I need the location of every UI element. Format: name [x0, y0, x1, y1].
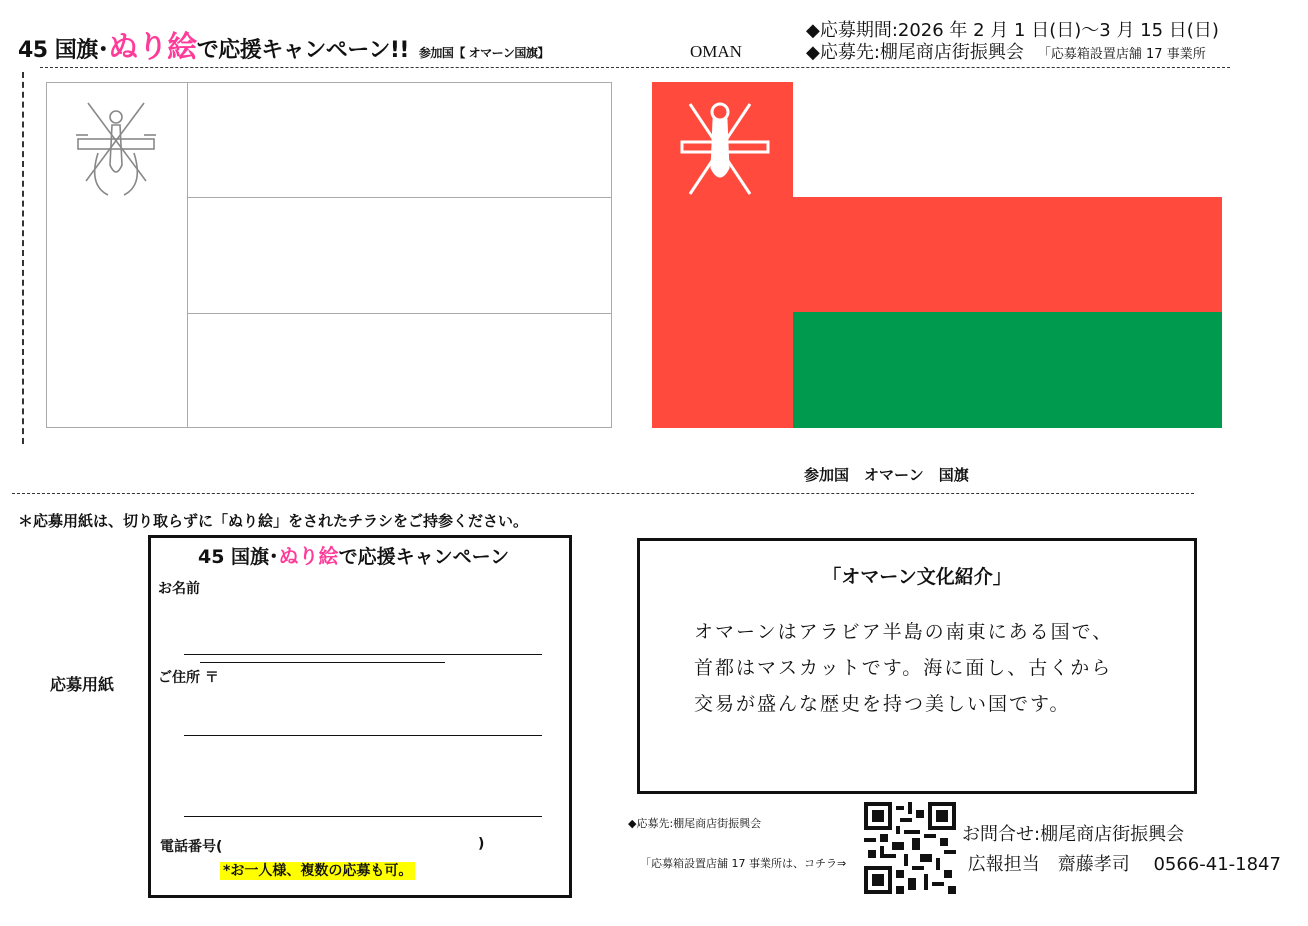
emblem-outline-icon [68, 95, 164, 205]
cut-line-middle [12, 493, 1194, 494]
phone-close-paren: ) [478, 836, 485, 852]
contact-info [962, 820, 1281, 880]
application-info [806, 20, 1219, 66]
notice-text: ＊応募用紙は、切り取らずに「ぬり絵」をされたチラシをご持参ください。 [18, 512, 529, 530]
participating-country-label: 参加国【 オマーン国旗】 [418, 46, 549, 60]
title-suffix: で応援キャンペーン!! [196, 38, 409, 63]
destination-note: 「応募箱設置店舗 17 事業所 [1037, 47, 1206, 62]
outline-divider-upper [187, 197, 612, 198]
culture-title: 「オマーン文化紹介」 [822, 566, 1012, 588]
name-field[interactable] [184, 654, 542, 655]
footer-box-note: 「応募箱設置店舗 17 事業所は、コチラ⇒ [640, 857, 847, 870]
outline-divider-vertical [187, 82, 188, 428]
form-title-suffix: で応援キャンペーン [338, 546, 510, 568]
address-field-1[interactable] [184, 735, 542, 736]
name-underline [200, 662, 445, 663]
address-field-2[interactable] [184, 816, 542, 817]
form-title [198, 540, 509, 569]
qr-code-icon[interactable] [864, 802, 956, 894]
flag-caption: 参加国 オマーン 国旗 [804, 466, 969, 484]
cut-line-left [22, 72, 24, 444]
application-period: ◆応募期間:2026 年 2 月 1 日(日)～3 月 15 日(日) [806, 20, 1219, 41]
multiple-entry-note [220, 860, 415, 880]
culture-line-1: オマーンはアラビア半島の南東にある国で、 [694, 621, 1114, 643]
oman-flag [652, 82, 1222, 428]
culture-line-2: 首都はマスカットです。海に面し、古くから [694, 657, 1113, 679]
country-latin-name: OMAN [690, 42, 742, 61]
address-label: ご住所 〒 [158, 670, 219, 686]
contact-line-1: お問合せ:棚尾商店街振興会 [962, 824, 1185, 845]
application-destination: ◆応募先:棚尾商店街振興会 [806, 42, 1024, 63]
campaign-title [18, 22, 549, 66]
name-label: お名前 [158, 581, 200, 597]
outline-divider-lower [187, 313, 612, 314]
phone-label: 電話番号( [160, 839, 223, 855]
form-title-prefix: 45 国旗･ [198, 546, 279, 568]
culture-text [694, 614, 1113, 722]
title-prefix: 45 国旗･ [18, 38, 109, 63]
culture-line-3: 交易が盛んな歴史を持つ美しい国です。 [694, 693, 1071, 715]
title-highlight: ぬり絵 [108, 30, 197, 65]
footer-apply-to: ◆応募先:棚尾商店街振興会 [628, 817, 762, 830]
form-title-highlight: ぬり絵 [278, 544, 339, 568]
multiple-entry-note-text: *お一人様、複数の応募も可。 [220, 862, 415, 880]
cut-line-top [40, 67, 1230, 68]
contact-line-2: 広報担当 齋藤孝司 0566-41-1847 [962, 854, 1281, 875]
form-side-label: 応募用紙 [50, 675, 115, 694]
